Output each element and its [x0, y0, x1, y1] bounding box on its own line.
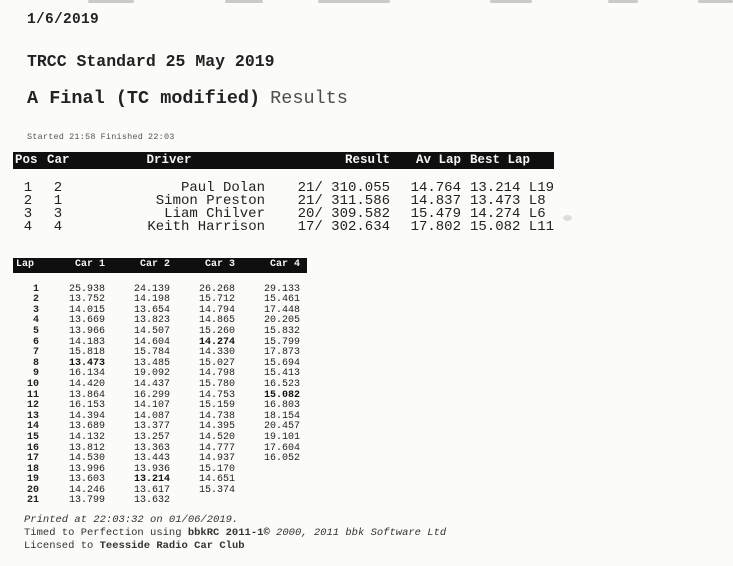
results-row — [13, 169, 554, 195]
finished-time: 22:03 — [148, 132, 175, 142]
lap-time-car1: 13.812 — [68, 442, 105, 454]
results-header-car: Car — [43, 152, 73, 169]
timed-suffix: 2000, 2011 bbk Software Ltd — [269, 527, 447, 539]
session-times — [27, 132, 175, 142]
lap-time-car4: 17.604 — [263, 442, 300, 454]
lap-time-car1: 13.864 — [68, 389, 105, 401]
software-name: bbkRC 2011-1© — [187, 527, 270, 539]
lap-time-car2: 14.107 — [133, 400, 170, 412]
lap-time-car3: 14.651 — [198, 474, 235, 486]
lap-number: 2 — [32, 294, 39, 306]
lap-time-car1: 13.752 — [68, 294, 105, 306]
average-lap-value: 17.802 — [410, 219, 461, 235]
best-lap-value: 13.214 L19 — [470, 180, 555, 196]
scan-artifact — [88, 0, 134, 3]
laps-header-car4: Car 4 — [242, 258, 307, 273]
lap-number: 6 — [32, 336, 39, 348]
car-number: 2 — [53, 180, 63, 196]
started-label: Started — [27, 132, 65, 142]
laps-header-row — [13, 258, 307, 273]
result-value: 21/ 311.586 — [297, 193, 390, 209]
lap-time-car4: 17.873 — [263, 347, 300, 359]
lap-time-car1: 13.689 — [68, 421, 105, 433]
lap-time-car1: 25.938 — [68, 283, 105, 295]
lap-time-car2: 13.632 — [133, 495, 170, 507]
lap-time-car3 — [177, 496, 242, 507]
lap-time-car3: 15.027 — [198, 357, 235, 369]
footer — [24, 514, 446, 553]
lap-time-car4 — [242, 496, 307, 507]
lap-number: 19 — [26, 474, 39, 486]
lap-time-car4: 15.799 — [263, 336, 300, 348]
lap-time-car3: 15.170 — [198, 463, 235, 475]
lap-row — [13, 273, 307, 296]
results-header-bestlap: Best Lap — [461, 152, 554, 169]
lap-time-car2: 13.654 — [133, 304, 170, 316]
lap-number: 20 — [26, 484, 39, 496]
results-header-pos: Pos — [13, 152, 43, 169]
lap-time-car2: 13.257 — [133, 431, 170, 443]
lap-time-car1: 14.246 — [68, 484, 105, 496]
results-label: Results — [270, 88, 348, 109]
lap-time-car3: 14.937 — [198, 453, 235, 465]
lap-time-car1: 13.603 — [68, 474, 105, 486]
lap-time-car1: 14.530 — [68, 453, 105, 465]
lap-time-car2: 13.377 — [133, 421, 170, 433]
laps-header-car2: Car 2 — [112, 258, 177, 273]
started-time: 21:58 — [69, 132, 96, 142]
lap-time-car2: 13.363 — [133, 442, 170, 454]
lap-time-car3: 14.274 — [198, 336, 235, 348]
lap-time-car2: 13.443 — [133, 453, 170, 465]
lap-time-car4: 18.154 — [263, 410, 300, 422]
lap-time-car1: 16.134 — [68, 368, 105, 380]
lap-number: 8 — [32, 357, 39, 369]
position-value: 1 — [23, 180, 33, 196]
lap-time-car3: 15.712 — [198, 294, 235, 306]
lap-time-car3: 14.395 — [198, 421, 235, 433]
lap-time-car1: 13.799 — [68, 495, 105, 507]
lap-time-car4 — [242, 465, 307, 476]
driver-name: Liam Chilver — [164, 206, 265, 222]
lap-number: 7 — [32, 347, 39, 359]
scan-smudge — [563, 215, 572, 221]
driver-name: Paul Dolan — [180, 180, 265, 196]
lap-number: 1 — [32, 283, 39, 295]
licensed-line — [24, 540, 446, 553]
event-title: TRCC Standard 25 May 2019 — [27, 52, 275, 71]
lap-number: 15 — [26, 431, 39, 443]
printed-line: Printed at 22:03:32 on 01/06/2019. — [24, 514, 239, 526]
race-title — [27, 88, 348, 109]
results-header-driver: Driver — [73, 152, 265, 169]
lap-time-car4: 29.133 — [263, 283, 300, 295]
laps-header-car1: Car 1 — [47, 258, 112, 273]
lap-time-car2: 13.214 — [133, 474, 170, 486]
scan-artifact — [490, 0, 532, 3]
lap-time-car1: 13.966 — [68, 325, 105, 337]
print-date: 1/6/2019 — [27, 12, 100, 28]
licensed-prefix: Licensed to — [24, 540, 100, 552]
lap-time-car3: 14.753 — [198, 389, 235, 401]
lap-time-car1: 14.394 — [68, 410, 105, 422]
lap-time-car3: 14.738 — [198, 410, 235, 422]
lap-time-car4: 15.461 — [263, 294, 300, 306]
results-row — [13, 221, 554, 234]
car-number: 1 — [53, 193, 63, 209]
lap-time-car4: 20.205 — [263, 315, 300, 327]
lap-time-car2: 13.485 — [133, 357, 170, 369]
lap-time-car2: 16.299 — [133, 389, 170, 401]
lap-time-car3: 26.268 — [198, 283, 235, 295]
results-header-result: Result — [265, 152, 390, 169]
laps-header-car3: Car 3 — [177, 258, 242, 273]
average-lap-value: 14.764 — [410, 180, 461, 196]
lap-number: 11 — [26, 389, 39, 401]
timed-prefix: Timed to Perfection using — [24, 527, 188, 539]
driver-name: Simon Preston — [155, 193, 265, 209]
lap-time-car3: 14.865 — [198, 315, 235, 327]
lap-number: 3 — [32, 304, 39, 316]
car-number: 3 — [53, 206, 63, 222]
lap-time-car1: 14.183 — [68, 336, 105, 348]
results-table — [13, 152, 554, 234]
lap-time-car1: 16.153 — [68, 400, 105, 412]
best-lap-value: 13.473 L8 — [470, 193, 546, 209]
result-value: 21/ 310.055 — [297, 180, 390, 196]
lap-time-car2: 14.437 — [133, 378, 170, 390]
scan-artifact — [225, 0, 263, 3]
lap-times-table — [13, 258, 307, 507]
finished-label: Finished — [100, 132, 144, 142]
position-value: 4 — [23, 219, 33, 235]
average-lap-value: 15.479 — [410, 206, 461, 222]
best-lap-value: 15.082 L11 — [470, 219, 555, 235]
result-value: 17/ 302.634 — [297, 219, 390, 235]
lap-time-car2: 14.087 — [133, 410, 170, 422]
lap-number: 9 — [32, 368, 39, 380]
lap-time-car1: 14.420 — [68, 378, 105, 390]
lap-time-car1: 14.015 — [68, 304, 105, 316]
position-value: 3 — [23, 206, 33, 222]
race-name: A Final (TC modified) — [27, 88, 261, 109]
lap-time-car3: 15.374 — [198, 484, 235, 496]
lap-time-car3: 14.794 — [198, 304, 235, 316]
lap-time-car2: 14.604 — [133, 336, 170, 348]
scan-artifact — [318, 0, 390, 3]
lap-time-car4 — [242, 475, 307, 486]
lap-time-car4: 16.803 — [263, 400, 300, 412]
lap-time-car1: 13.473 — [68, 357, 105, 369]
scan-artifact — [608, 0, 638, 3]
lap-row — [13, 380, 307, 391]
lap-time-car4: 16.523 — [263, 378, 300, 390]
lap-time-car4: 15.413 — [263, 368, 300, 380]
lap-time-car3: 14.798 — [198, 368, 235, 380]
scan-artifact — [698, 0, 733, 3]
lap-number: 13 — [26, 410, 39, 422]
lap-time-car2: 13.936 — [133, 463, 170, 475]
lap-number: 4 — [32, 315, 39, 327]
lap-time-car1: 15.818 — [68, 347, 105, 359]
lap-time-car2: 13.823 — [133, 315, 170, 327]
lap-row — [13, 327, 307, 338]
lap-time-car2: 15.784 — [133, 347, 170, 359]
average-lap-value: 14.837 — [410, 193, 461, 209]
lap-time-car2: 14.198 — [133, 294, 170, 306]
results-header-avlap: Av Lap — [390, 152, 461, 169]
timed-line — [24, 527, 446, 540]
car-number: 4 — [53, 219, 63, 235]
lap-number: 18 — [26, 463, 39, 475]
lap-time-car3: 14.330 — [198, 347, 235, 359]
laps-header-lap: Lap — [13, 258, 47, 273]
lap-number: 12 — [26, 400, 39, 412]
best-lap-value: 14.274 L6 — [470, 206, 546, 222]
lap-time-car4: 15.082 — [263, 389, 300, 401]
lap-time-car4: 15.832 — [263, 325, 300, 337]
lap-time-car4: 20.457 — [263, 421, 300, 433]
lap-number: 21 — [26, 495, 39, 507]
lap-time-car3: 15.159 — [198, 400, 235, 412]
lap-time-car4: 19.101 — [263, 431, 300, 443]
lap-number: 14 — [26, 421, 39, 433]
lap-time-car4: 16.052 — [263, 453, 300, 465]
lap-time-car3: 14.777 — [198, 442, 235, 454]
lap-time-car4 — [242, 486, 307, 497]
lap-time-car1: 13.669 — [68, 315, 105, 327]
lap-row — [13, 496, 307, 507]
lap-time-car2: 19.092 — [133, 368, 170, 380]
driver-name: Keith Harrison — [147, 219, 265, 235]
lap-time-car4: 17.448 — [263, 304, 300, 316]
results-header-row — [13, 152, 554, 169]
lap-row — [13, 433, 307, 444]
lap-number: 16 — [26, 442, 39, 454]
result-value: 20/ 309.582 — [297, 206, 390, 222]
lap-time-car2: 13.617 — [133, 484, 170, 496]
licensed-club-name: Teesside Radio Car Club — [99, 540, 245, 552]
lap-number: 17 — [26, 453, 39, 465]
lap-time-car1: 13.996 — [68, 463, 105, 475]
lap-time-car4: 15.694 — [263, 357, 300, 369]
lap-time-car1: 14.132 — [68, 431, 105, 443]
lap-number: 5 — [32, 325, 39, 337]
lap-time-car2: 24.139 — [133, 283, 170, 295]
lap-time-car3: 14.520 — [198, 431, 235, 443]
lap-number: 10 — [26, 378, 39, 390]
lap-time-car3: 15.260 — [198, 325, 235, 337]
position-value: 2 — [23, 193, 33, 209]
lap-time-car3: 15.780 — [198, 378, 235, 390]
lap-time-car2: 14.507 — [133, 325, 170, 337]
